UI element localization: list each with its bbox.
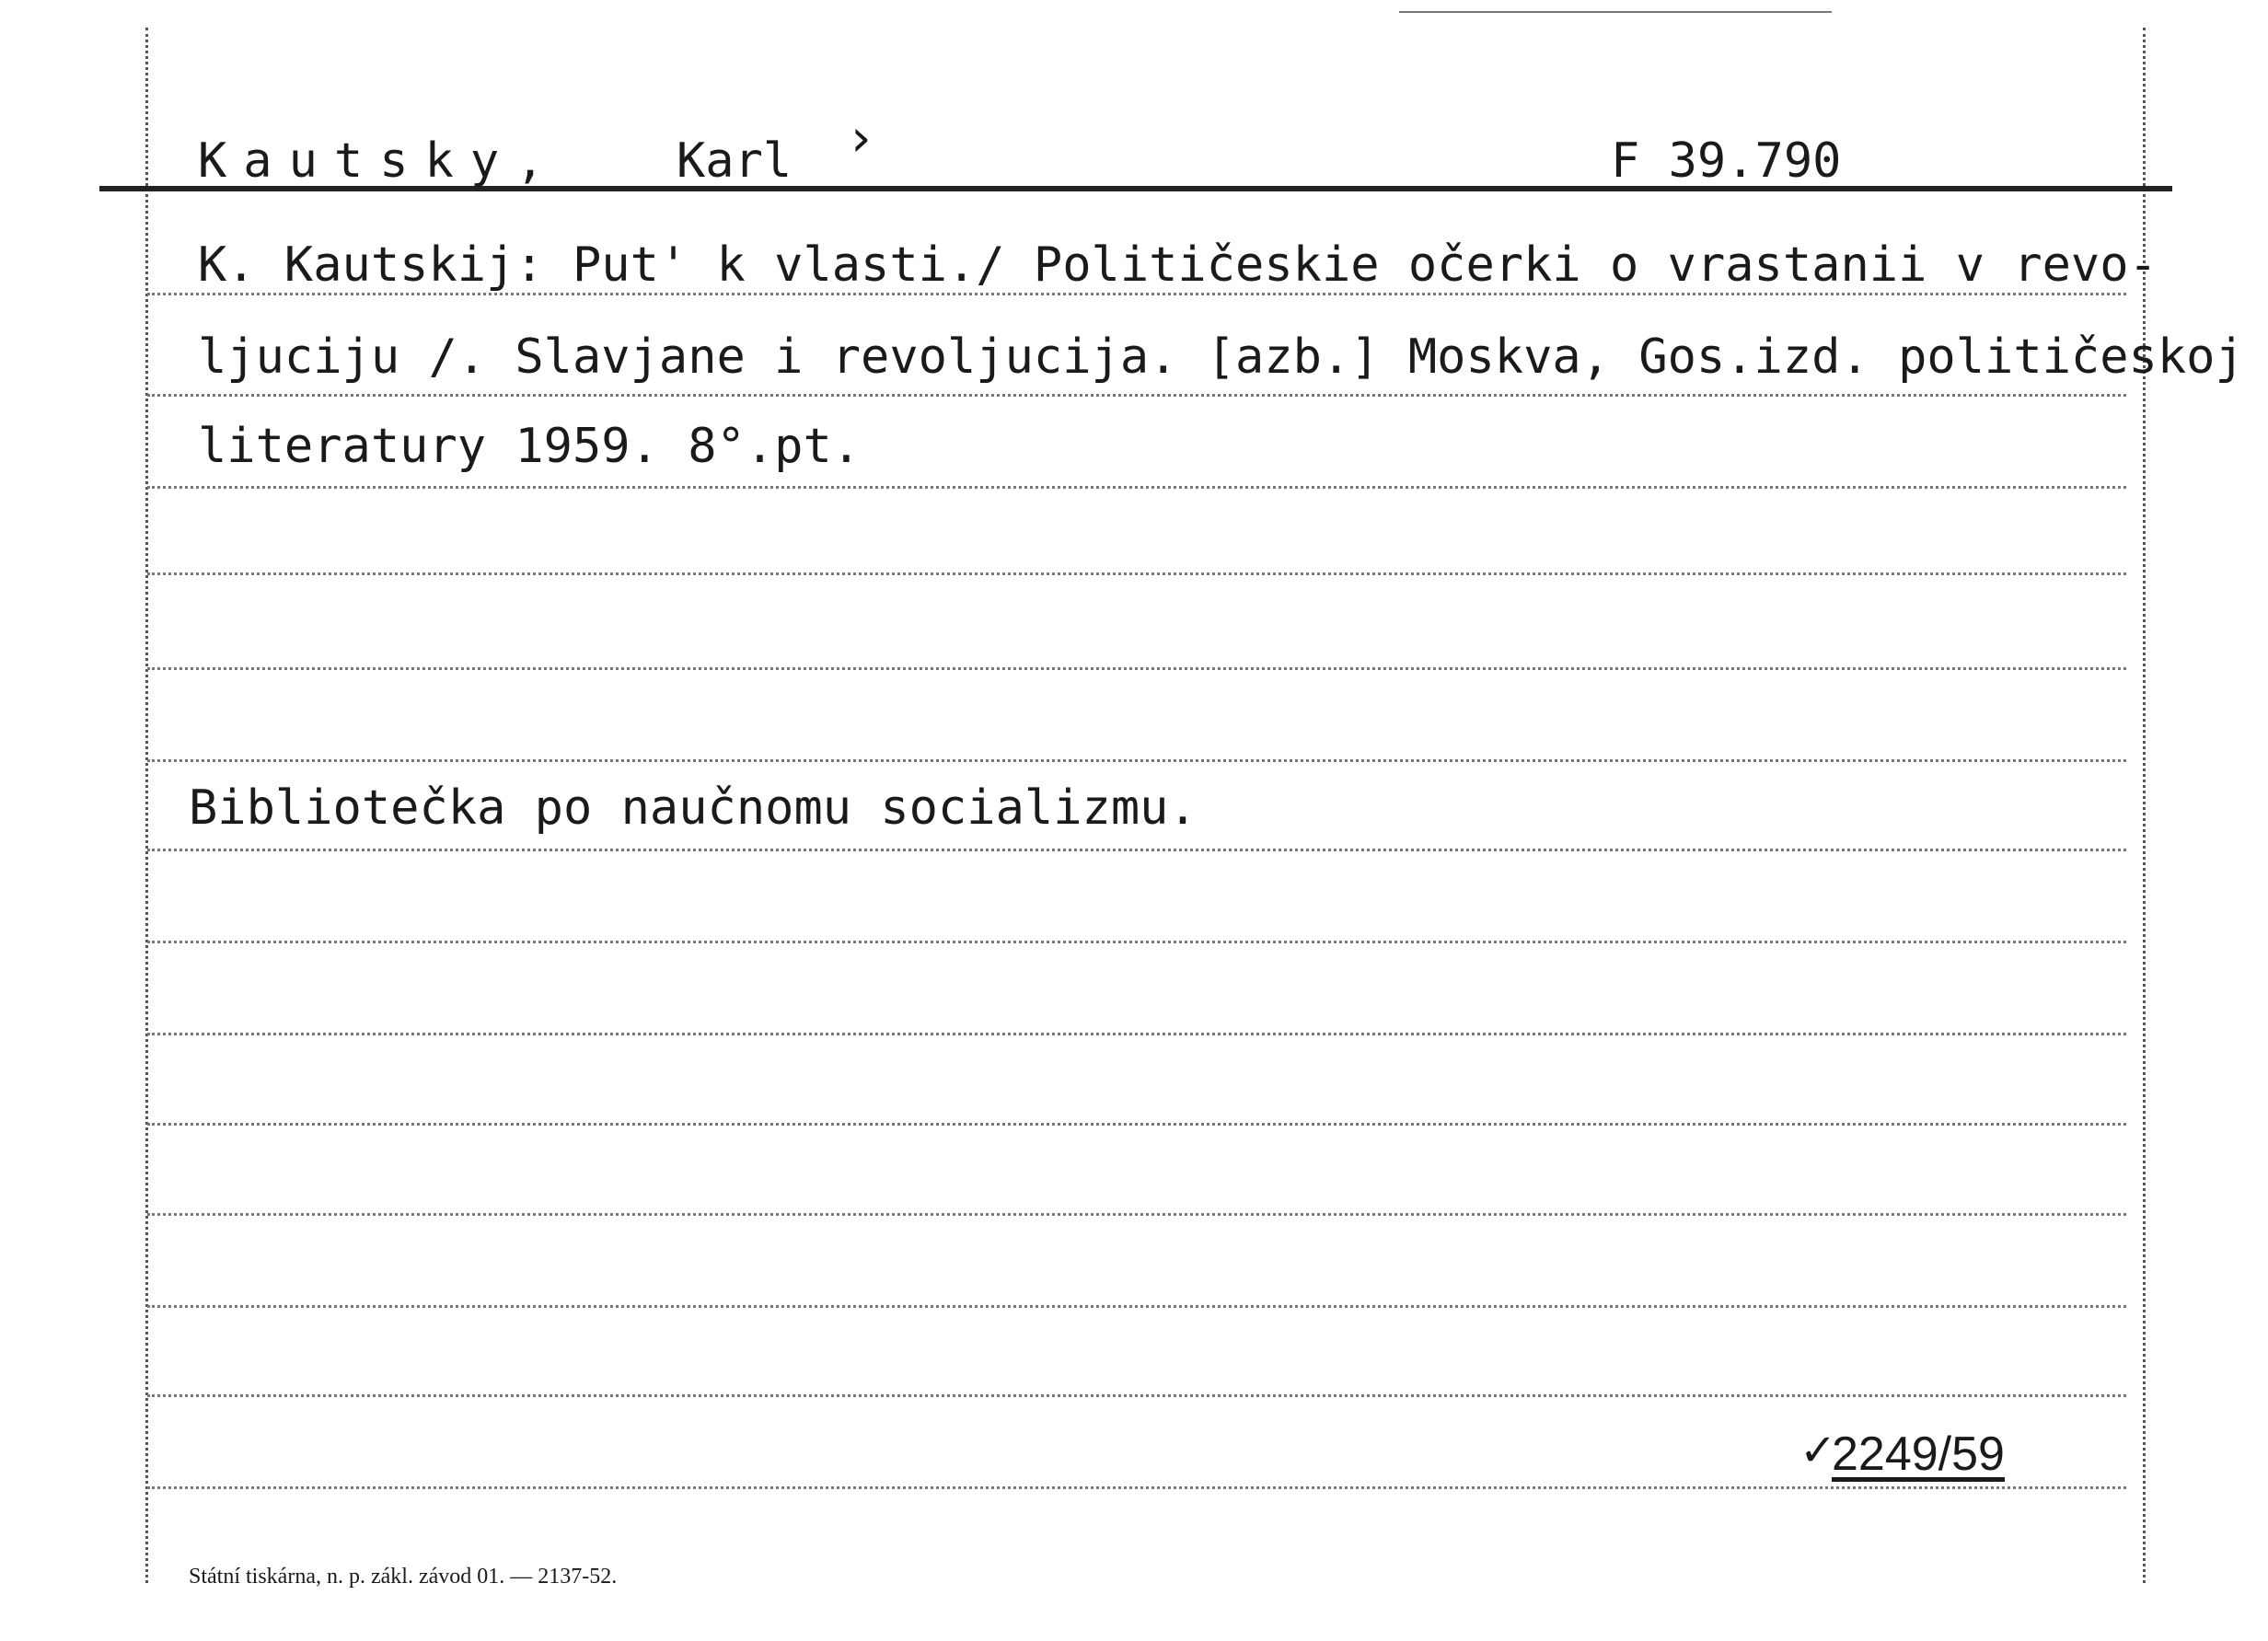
bracket-mark: › xyxy=(845,109,876,168)
series-note: Bibliotečka po naučnomu socializmu. xyxy=(189,780,1198,836)
ruled-line xyxy=(147,1033,2126,1035)
entry-line-1: K. Kautskij: Put' k vlasti./ Političeskie očerki o vrastanii v revo- xyxy=(198,237,2158,293)
ruled-line xyxy=(147,486,2126,489)
ruled-line xyxy=(147,759,2126,762)
heading-rule xyxy=(99,186,2172,191)
ruled-line xyxy=(147,1486,2126,1489)
ruled-line xyxy=(147,1305,2126,1308)
top-edge-line xyxy=(1399,11,1832,13)
ruled-line xyxy=(147,1394,2126,1397)
entry-line-2: ljuciju /. Slavjane i revoljucija. [azb.] Moskva, Gos.izd. političeskoj xyxy=(198,329,2244,385)
ruled-line xyxy=(147,572,2126,575)
heading-surname: Kautsky, xyxy=(198,133,561,189)
ruled-line xyxy=(147,1213,2126,1216)
left-margin-line xyxy=(145,28,148,1583)
accession-number: 2249/59 xyxy=(1832,1427,2005,1481)
ruled-line xyxy=(147,941,2126,943)
entry-line-3: literatury 1959. 8°.pt. xyxy=(198,419,862,474)
ruled-line xyxy=(147,849,2126,851)
ruled-line xyxy=(147,1123,2126,1126)
ruled-line xyxy=(147,394,2126,397)
ruled-line xyxy=(147,667,2126,670)
ruled-line xyxy=(147,293,2126,295)
shelf-mark: F 39.790 xyxy=(1611,133,1842,189)
check-mark-icon: ✓ xyxy=(1799,1427,1837,1475)
printer-imprint: Státní tiskárna, n. p. zákl. závod 01. — 2137-52. xyxy=(189,1565,618,1589)
heading-given-name: Karl xyxy=(677,133,793,189)
